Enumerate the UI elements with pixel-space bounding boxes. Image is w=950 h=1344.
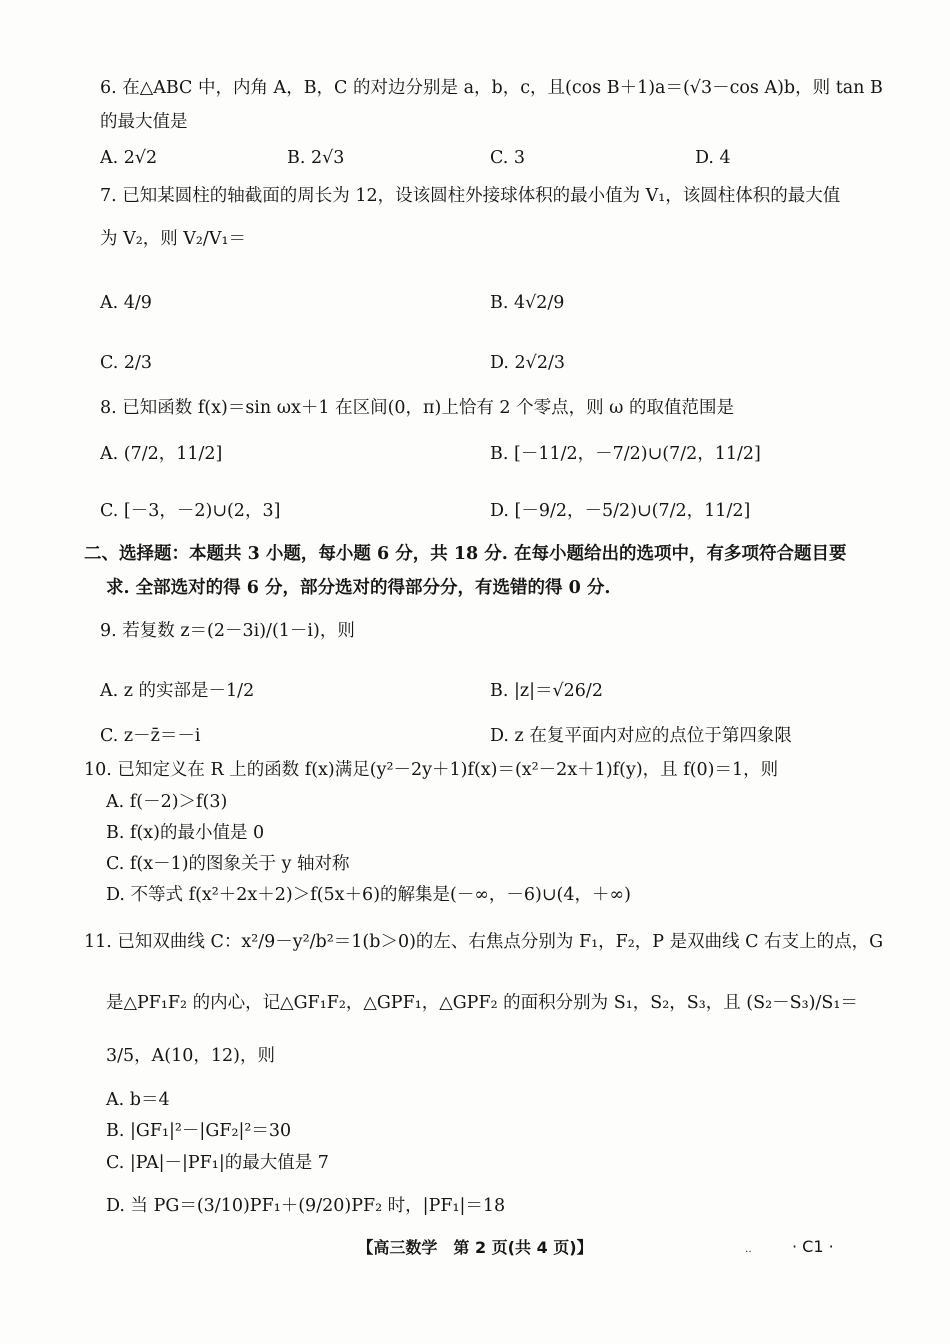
section2-heading-line1: 二、选择题：本题共 3 小题，每小题 6 分，共 18 分. 在每小题给出的选项中，有多项符合题目要 — [84, 544, 847, 564]
q11-stem-line1: 11. 已知双曲线 C：x²/9－y²/b²＝1(b＞0)的左、右焦点分别为 F₁，F₂，P 是双曲线 C 右支上的点，G — [84, 932, 884, 952]
q6-option-b: B. 2√3 — [287, 148, 345, 168]
q7-option-b: B. 4√2/9 — [490, 293, 565, 313]
q9-option-b: B. |z|＝√26/2 — [490, 681, 603, 701]
q6-stem-line2: 的最大值是 — [100, 112, 188, 132]
q8-option-b: B. [－11/2，－7/2)∪(7/2，11/2] — [490, 444, 761, 464]
q7-option-d: D. 2√2/3 — [490, 353, 565, 373]
q11-option-d: D. 当 PG＝(3/10)PF₁＋(9/20)PF₂ 时，|PF₁|＝18 — [106, 1196, 506, 1216]
q11-stem-line2: 是△PF₁F₂ 的内心，记△GF₁F₂，△GPF₁，△GPF₂ 的面积分别为 S₁，S₂，S₃，且 (S₂－S₃)/S₁＝ — [106, 993, 858, 1013]
q9-stem-line1: 9. 若复数 z＝(2－3i)/(1－i)，则 — [100, 621, 355, 641]
q10-option-c: C. f(x－1)的图象关于 y 轴对称 — [106, 854, 350, 874]
q6-option-c: C. 3 — [490, 148, 526, 168]
q11-option-c: C. |PA|－|PF₁|的最大值是 7 — [106, 1153, 329, 1173]
q8-option-a: A. (7/2，11/2] — [100, 444, 223, 464]
q7-option-a: A. 4/9 — [100, 293, 152, 313]
q11-option-b: B. |GF₁|²－|GF₂|²＝30 — [106, 1121, 292, 1141]
q7-option-c: C. 2/3 — [100, 353, 153, 373]
section2-heading-line2: 求. 全部选对的得 6 分，部分选对的得部分分，有选错的得 0 分. — [106, 578, 611, 598]
q9-option-c: C. z－z̄＝－i — [100, 726, 201, 746]
q11-stem-line3: 3/5，A(10，12)，则 — [106, 1046, 275, 1066]
q10-option-b: B. f(x)的最小值是 0 — [106, 823, 265, 843]
footer-mark: ‥ — [745, 1244, 752, 1255]
q6-stem-line1: 6. 在△ABC 中，内角 A，B，C 的对边分别是 a，b，c，且(cos B＋1)a＝(√3－cos A)b，则 tan B — [100, 78, 883, 98]
q6-option-a: A. 2√2 — [100, 148, 158, 168]
q6-option-d: D. 4 — [695, 148, 731, 168]
q9-option-d: D. z 在复平面内对应的点位于第四象限 — [490, 726, 792, 746]
q10-option-d: D. 不等式 f(x²＋2x＋2)＞f(5x＋6)的解集是(－∞，－6)∪(4，＋∞) — [106, 885, 631, 905]
page-footer: 【高三数学 第 2 页(共 4 页)】 — [357, 1238, 593, 1257]
q7-stem-line2: 为 V₂，则 V₂/V₁＝ — [100, 229, 246, 249]
q8-option-c: C. [－3，－2)∪(2，3] — [100, 501, 281, 521]
q9-option-a: A. z 的实部是－1/2 — [100, 681, 255, 701]
q8-option-d: D. [－9/2，－5/2)∪(7/2，11/2] — [490, 501, 751, 521]
q8-stem-line1: 8. 已知函数 f(x)＝sin ωx＋1 在区间(0，π)上恰有 2 个零点，则 ω 的取值范围是 — [100, 398, 735, 418]
q10-option-a: A. f(－2)＞f(3) — [106, 792, 228, 812]
q11-option-a: A. b＝4 — [106, 1090, 170, 1110]
q7-stem-line1: 7. 已知某圆柱的轴截面的周长为 12，设该圆柱外接球体积的最小值为 V₁，该圆柱体积的最大值 — [100, 186, 841, 206]
q10-stem-line1: 10. 已知定义在 R 上的函数 f(x)满足(y²－2y＋1)f(x)＝(x²－2x＋1)f(y)，且 f(0)＝1，则 — [84, 760, 779, 780]
paper-code: · C1 · — [792, 1237, 834, 1256]
